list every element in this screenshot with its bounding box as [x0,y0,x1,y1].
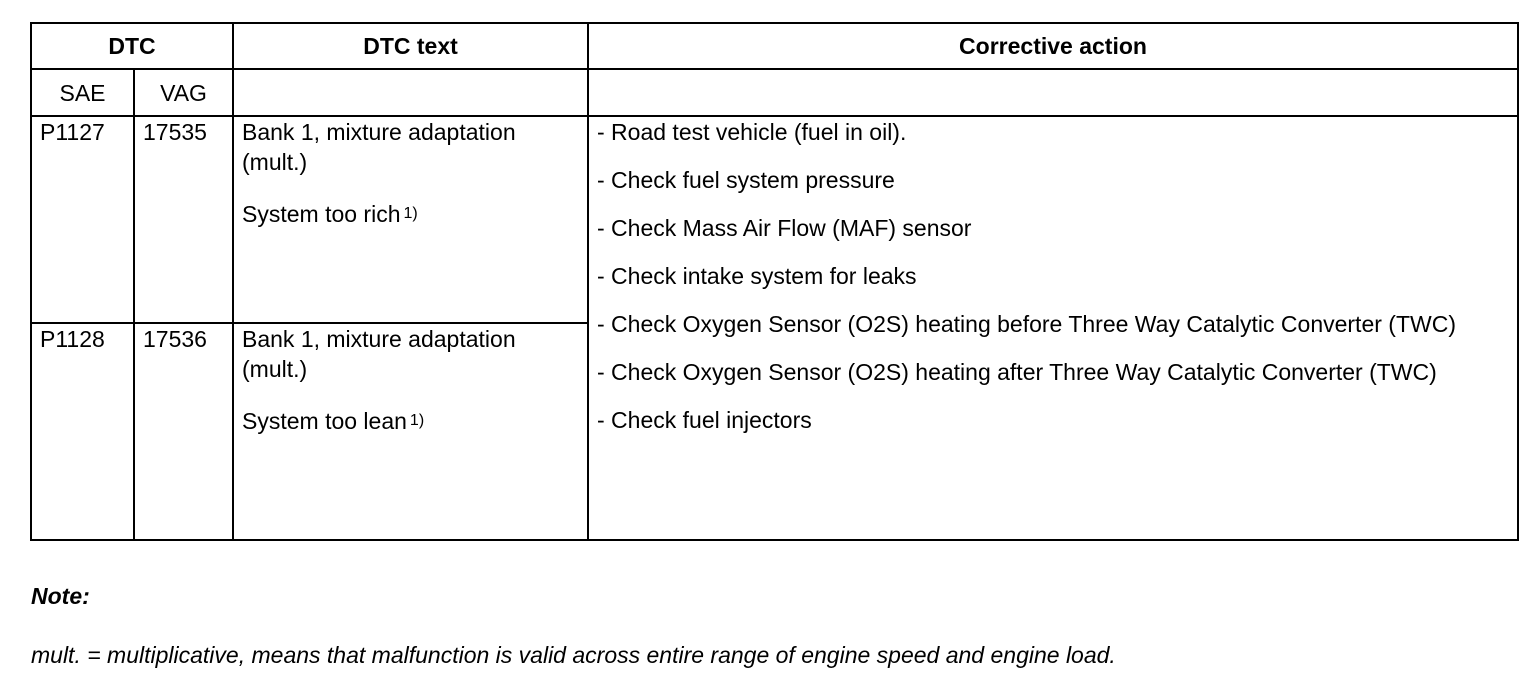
dtc-description: Bank 1, mixture adaptation (mult.) [242,119,516,175]
action-item: - Road test vehicle (fuel in oil). [597,119,907,145]
dtc-description-cell [233,116,588,323]
action-item: - Check Mass Air Flow (MAF) sensor [597,215,972,241]
footnote-marker: 1) [403,205,418,222]
action-item: - Check intake system for leaks [597,263,917,289]
dtc-table [30,22,1519,541]
action-item: - Check fuel injectors [597,407,812,433]
action-item: - Check fuel system pressure [597,167,895,193]
header-corrective-action: Corrective action [588,23,1518,69]
dtc-description-cell [233,323,588,540]
dtc-condition-line [242,406,579,436]
dtc-condition: System too rich [242,201,401,227]
footnote-marker: 1) [409,412,425,429]
header-sae: SAE [31,69,134,116]
corrective-action-cell [588,116,1518,540]
action-item: - Check Oxygen Sensor (O2S) heating after Three Way Catalytic Converter (TWC) [597,359,1437,385]
dtc-condition: System too lean [242,408,407,434]
vag-code: 17536 [134,323,233,540]
vag-code: 17535 [134,116,233,323]
action-item: - Check Oxygen Sensor (O2S) heating before Three Way Catalytic Converter (TWC) [597,311,1456,337]
header-dtc-text: DTC text [233,23,588,69]
header-vag: VAG [134,69,233,116]
sae-code: P1128 [31,323,134,540]
header-empty-action [588,69,1518,116]
header-empty-text [233,69,588,116]
corrective-action-list [597,117,1509,435]
dtc-condition-line [242,199,579,229]
note-title: Note: [31,583,90,609]
table-row [31,116,1518,323]
dtc-description: Bank 1, mixture adaptation (mult.) [242,326,516,382]
sae-code: P1127 [31,116,134,323]
note-text: mult. = multiplicative, means that malfunction is valid across entire range of engine speed and engine load. [31,642,1116,668]
header-dtc: DTC [31,23,233,69]
